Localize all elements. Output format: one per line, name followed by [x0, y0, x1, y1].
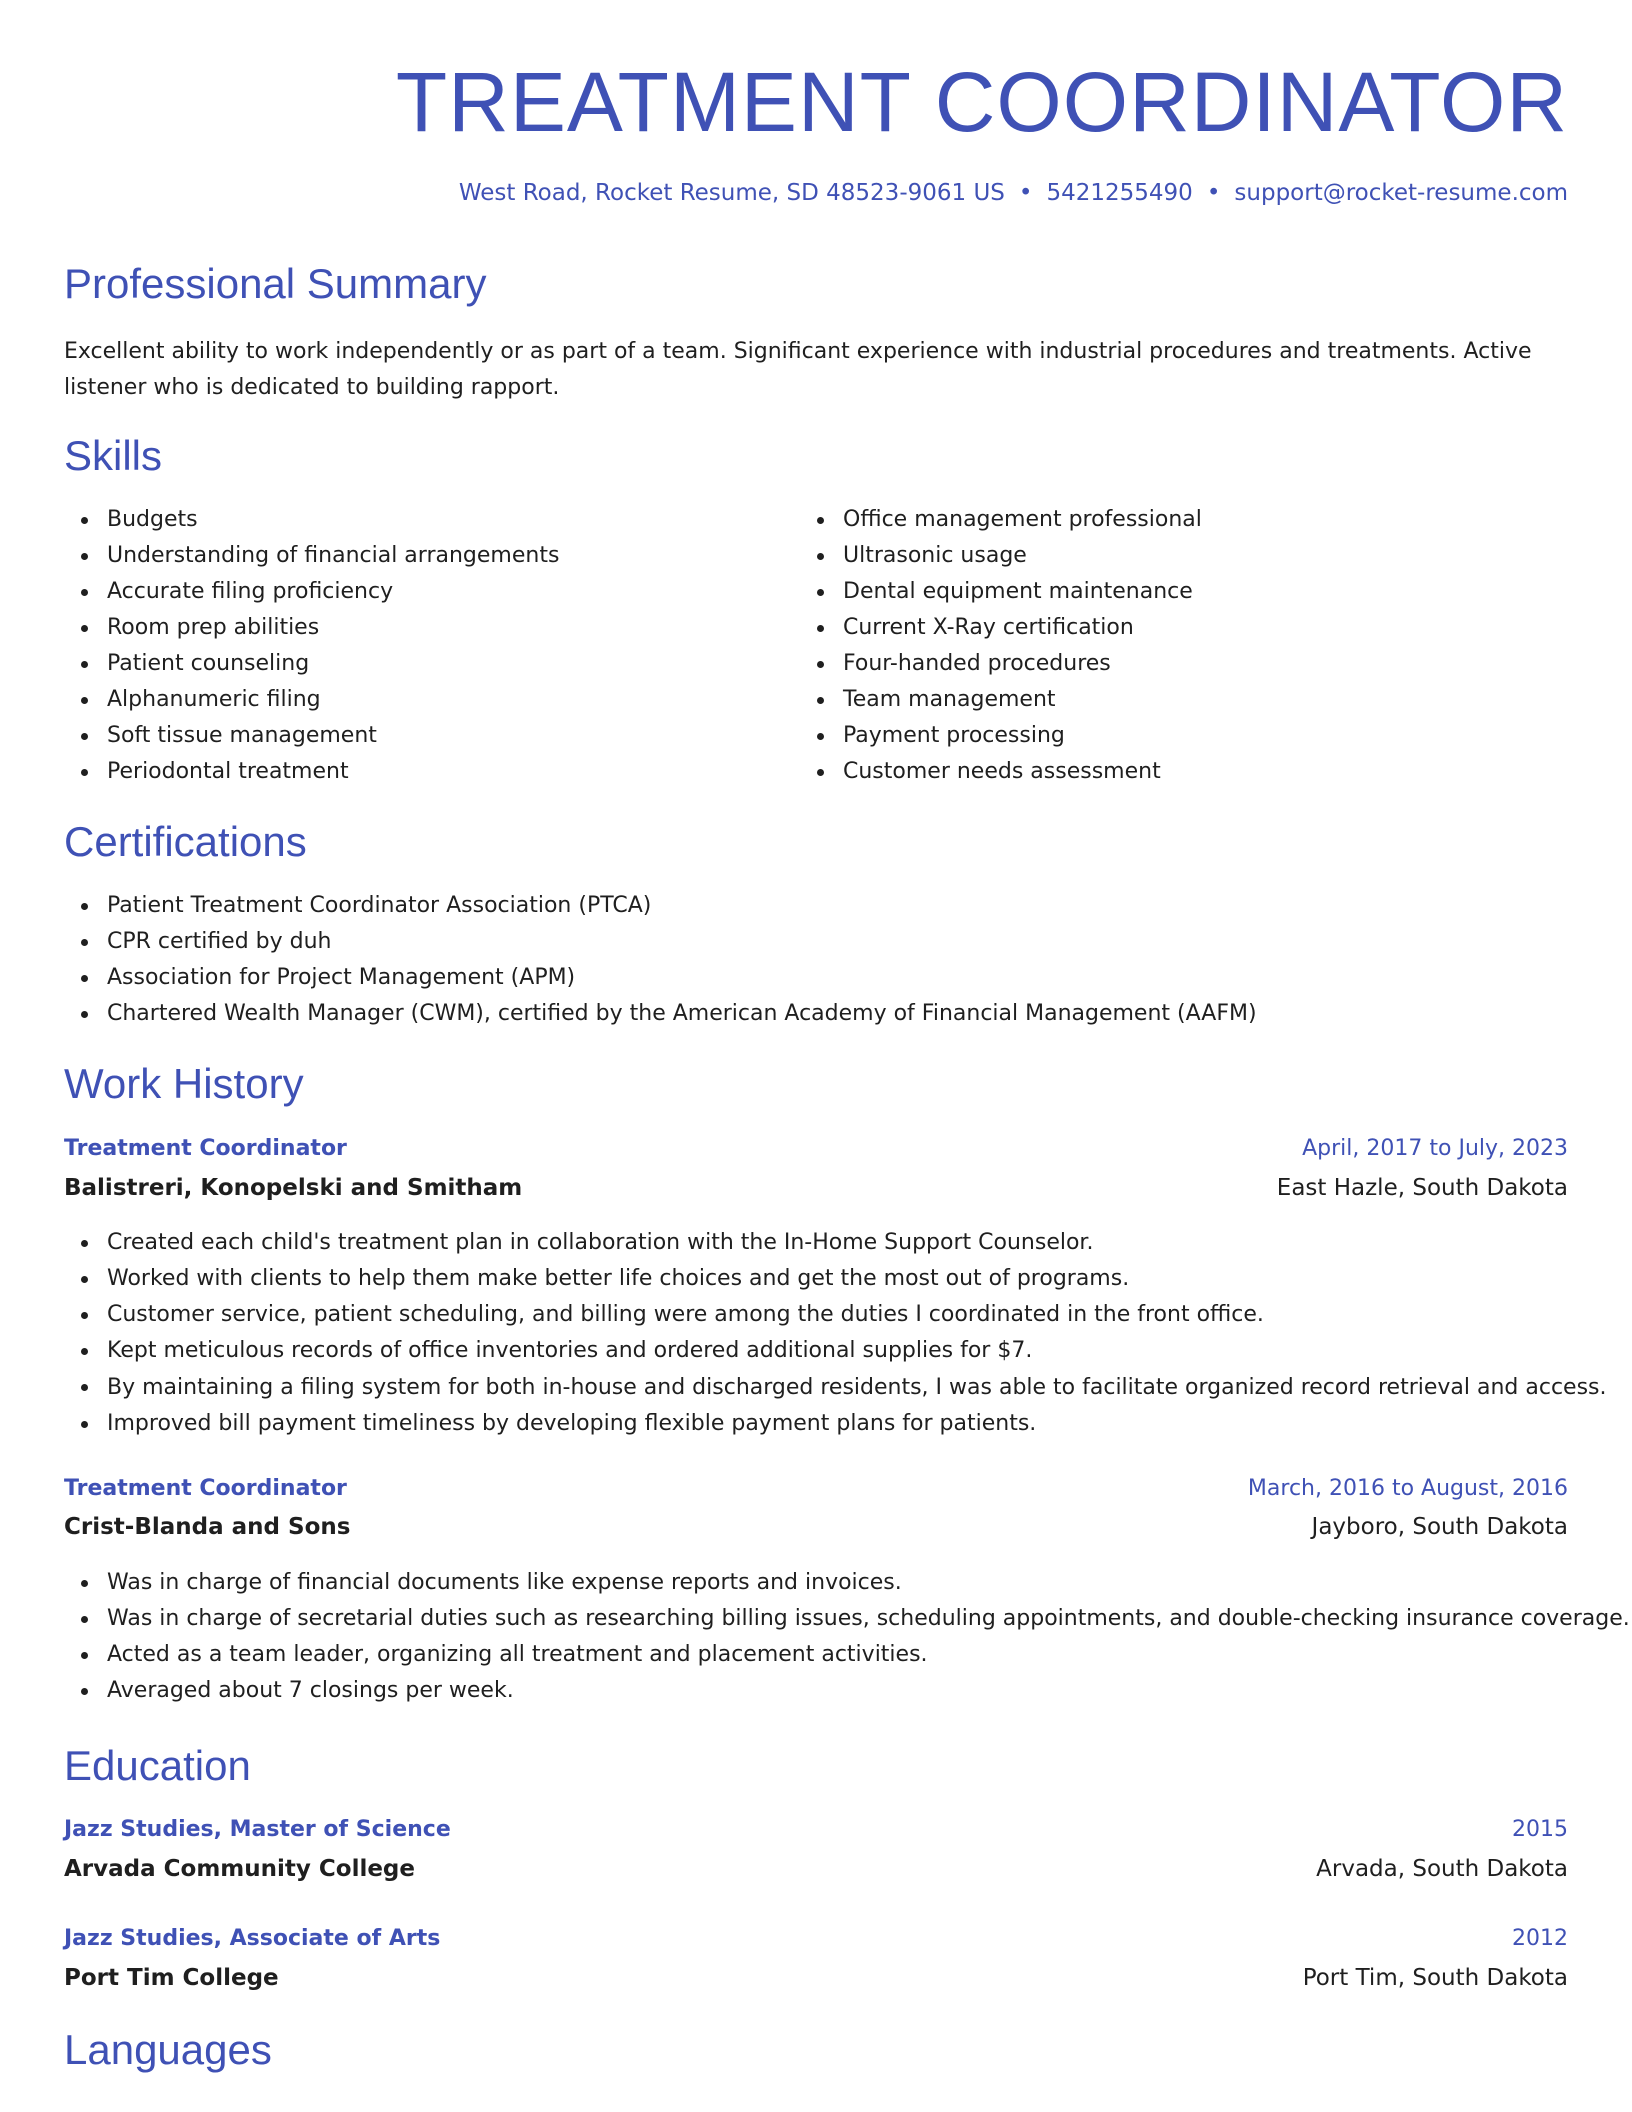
education-location: Arvada, South Dakota: [1316, 1856, 1568, 1882]
section-heading-certifications: Certifications: [64, 818, 307, 865]
list-item: Patient counseling: [64, 646, 559, 682]
resume-name: TREATMENT COORDINATOR: [395, 55, 1568, 149]
list-item: Was in charge of secretarial duties such as researching billing issues, scheduling appointments, and double-checking insurance coverage.: [64, 1601, 1630, 1637]
list-item: Dental equipment maintenance: [800, 574, 1202, 610]
section-heading-summary: Professional Summary: [64, 260, 487, 307]
job-title-row: [64, 1136, 1568, 1161]
job-bullets: [64, 1565, 1630, 1709]
list-item: Ultrasonic usage: [800, 538, 1202, 574]
list-item: Alphanumeric filing: [64, 682, 559, 718]
job-company-row: [64, 1175, 1568, 1201]
job-title-row: [64, 1476, 1568, 1501]
education-degree: Jazz Studies, Associate of Arts: [64, 1926, 441, 1951]
section-heading-skills: Skills: [64, 432, 163, 479]
education-school: Arvada Community College: [64, 1856, 415, 1882]
list-item: Soft tissue management: [64, 718, 559, 754]
education-year: 2012: [1512, 1926, 1568, 1951]
contact-separator: •: [1018, 180, 1033, 206]
job-title: Treatment Coordinator: [64, 1476, 347, 1501]
list-item: Averaged about 7 closings per week.: [64, 1673, 1630, 1709]
job-company-row: [64, 1514, 1568, 1540]
education-school-row: [64, 1965, 1568, 1991]
list-item: Customer service, patient scheduling, and billing were among the duties I coordinated in the front office.: [64, 1297, 1607, 1333]
job-dates: March, 2016 to August, 2016: [1247, 1476, 1568, 1501]
section-heading-work-history: Work History: [64, 1060, 304, 1107]
list-item: Accurate filing proficiency: [64, 574, 559, 610]
skills-list-right: [800, 502, 1202, 790]
list-item: Four-handed procedures: [800, 646, 1202, 682]
list-item: CPR certified by duh: [64, 924, 1257, 960]
list-item: Created each child's treatment plan in collaboration with the In-Home Support Counselor.: [64, 1225, 1607, 1261]
list-item: By maintaining a filing system for both in-house and discharged residents, I was able to facilitate organized record retrieval and access.: [64, 1369, 1607, 1406]
education-degree-row: [64, 1817, 1568, 1842]
contact-phone: 5421255490: [1046, 180, 1193, 206]
job-company: Crist-Blanda and Sons: [64, 1514, 351, 1540]
certifications-list: [64, 888, 1257, 1032]
education-degree: Jazz Studies, Master of Science: [64, 1817, 451, 1842]
list-item: Budgets: [64, 502, 559, 538]
list-item: Customer needs assessment: [800, 754, 1202, 790]
list-item: Patient Treatment Coordinator Association (PTCA): [64, 888, 1257, 924]
job-title: Treatment Coordinator: [64, 1136, 347, 1161]
section-heading-education: Education: [64, 1742, 251, 1789]
list-item: Kept meticulous records of office inventories and ordered additional supplies for $7.: [64, 1333, 1607, 1369]
list-item: Association for Project Management (APM): [64, 960, 1257, 996]
job-bullets: [64, 1225, 1607, 1442]
list-item: Periodontal treatment: [64, 754, 559, 790]
education-location: Port Tim, South Dakota: [1302, 1965, 1568, 1991]
list-item: Was in charge of financial documents like expense reports and invoices.: [64, 1565, 1630, 1601]
job-dates: April, 2017 to July, 2023: [1302, 1136, 1568, 1161]
list-item: Room prep abilities: [64, 610, 559, 646]
list-item: Current X-Ray certification: [800, 610, 1202, 646]
list-item: Payment processing: [800, 718, 1202, 754]
contact-separator: •: [1206, 180, 1221, 206]
list-item: Improved bill payment timeliness by developing flexible payment plans for patients.: [64, 1406, 1607, 1442]
list-item: Worked with clients to help them make better life choices and get the most out of programs.: [64, 1261, 1607, 1297]
list-item: Office management professional: [800, 502, 1202, 538]
list-item: Understanding of financial arrangements: [64, 538, 559, 574]
summary-text: Excellent ability to work independently or as part of a team. Significant experience with industrial procedures and treatments. Active listener who is dedicated to building rapport.: [64, 339, 1532, 400]
education-year: 2015: [1512, 1817, 1568, 1842]
education-school: Port Tim College: [64, 1965, 279, 1991]
job-location: Jayboro, South Dakota: [1311, 1514, 1568, 1540]
section-heading-languages: Languages: [64, 2026, 272, 2073]
contact-email[interactable]: support@rocket-resume.com: [1234, 180, 1568, 206]
skills-list-left: [64, 502, 559, 790]
education-school-row: [64, 1856, 1568, 1882]
education-degree-row: [64, 1926, 1568, 1951]
job-location: East Hazle, South Dakota: [1276, 1175, 1568, 1201]
list-item: Chartered Wealth Manager (CWM), certified by the American Academy of Financial Management (AAFM): [64, 996, 1257, 1032]
list-item: Acted as a team leader, organizing all treatment and placement activities.: [64, 1637, 1630, 1673]
contact-address: West Road, Rocket Resume, SD 48523-9061 US: [458, 180, 1005, 206]
contact-line: [459, 180, 1568, 206]
job-company: Balistreri, Konopelski and Smitham: [64, 1175, 523, 1201]
list-item: Team management: [800, 682, 1202, 718]
